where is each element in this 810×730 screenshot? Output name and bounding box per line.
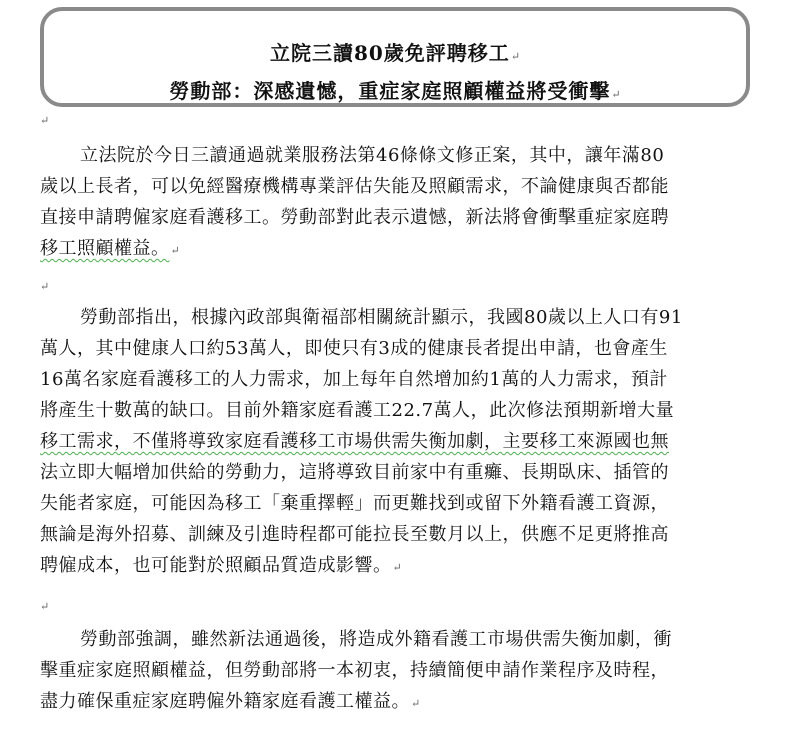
paragraph-line: 將產生十數萬的缺口。目前外籍家庭看護工22.7萬人，此次修法預期新增大量 (40, 400, 675, 421)
paragraph-line: 無論是海外招募、訓練及引進時程都可能拉長至數月以上，供應不足更將推高 (40, 524, 669, 545)
paragraph-line-text: 盡力確保重症家庭聘僱外籍家庭看護工權益。 (40, 691, 410, 712)
headline-title-text: 立院三讀80歲免評聘移工 (269, 41, 510, 65)
paragraph-mark-icon: ↵ (510, 50, 521, 63)
paragraph-line: 萬人，其中健康人口約53萬人，即使只有3成的健康長者提出申請，也會產生 (40, 338, 668, 359)
paragraph-line: 移工需求，不僅將導致家庭看護移工市場供需失衡加劇，主要移工來源國也無 (40, 431, 669, 452)
paragraph-mark-icon: ↵ (392, 561, 402, 574)
paragraph-2 (40, 302, 760, 581)
paragraph-line: 16萬名家庭看護移工的人力需求，加上每年自然增加約1萬的人力需求，預計 (40, 369, 668, 390)
paragraph-line-text: 移工照顧權益。 (40, 238, 170, 259)
paragraph-line-last (40, 686, 760, 717)
paragraph-1 (40, 140, 760, 264)
headline-box (40, 7, 750, 107)
paragraph-line: 擊重症家庭照顧權益，但勞動部將一本初衷，持續簡便申請作業程序及時程， (40, 660, 669, 681)
paragraph-line: 法立即大幅增加供給的勞動力，這將導致目前家中有重癱、長期臥床、插管的 (40, 462, 669, 483)
paragraph-mark-icon: ↵ (170, 244, 180, 257)
paragraph-line: 勞動部強調，雖然新法通過後，將造成外籍看護工市場供需失衡加劇，衝 (80, 629, 672, 650)
paragraph-line-last (40, 550, 760, 581)
paragraph-mark-icon: ↵ (611, 88, 621, 101)
paragraph-line: 立法院於今日三讀通過就業服務法第46條條文修正案，其中，讓年滿80 (80, 145, 665, 166)
headline-subtitle (44, 75, 746, 104)
empty-paragraph-mark-icon: ↵ (40, 600, 50, 613)
paragraph-line-last (40, 233, 760, 264)
paragraph-line: 勞動部指出，根據內政部與衛福部相關統計顯示，我國80歲以上人口有91 (80, 307, 683, 328)
paragraph-mark-icon: ↵ (411, 697, 421, 710)
empty-paragraph-mark-icon: ↵ (40, 280, 50, 293)
paragraph-line: 歲以上長者，可以免經醫療機構專業評估失能及照顧需求，不論健康與否都能 (40, 176, 669, 197)
paragraph-3 (40, 624, 760, 717)
paragraph-line: 直接申請聘僱家庭看護移工。勞動部對此表示遺憾，新法將會衝擊重症家庭聘 (40, 207, 669, 228)
empty-paragraph-mark-icon: ↵ (40, 114, 50, 127)
headline-subtitle-text: 勞動部：深感遺憾，重症家庭照顧權益將受衝擊 (169, 79, 611, 103)
paragraph-line: 失能者家庭，可能因為移工「棄重擇輕」而更難找到或留下外籍看護工資源， (40, 493, 669, 514)
headline-title (44, 37, 746, 66)
paragraph-line-text: 聘僱成本，也可能對於照顧品質造成影響。 (40, 555, 392, 576)
